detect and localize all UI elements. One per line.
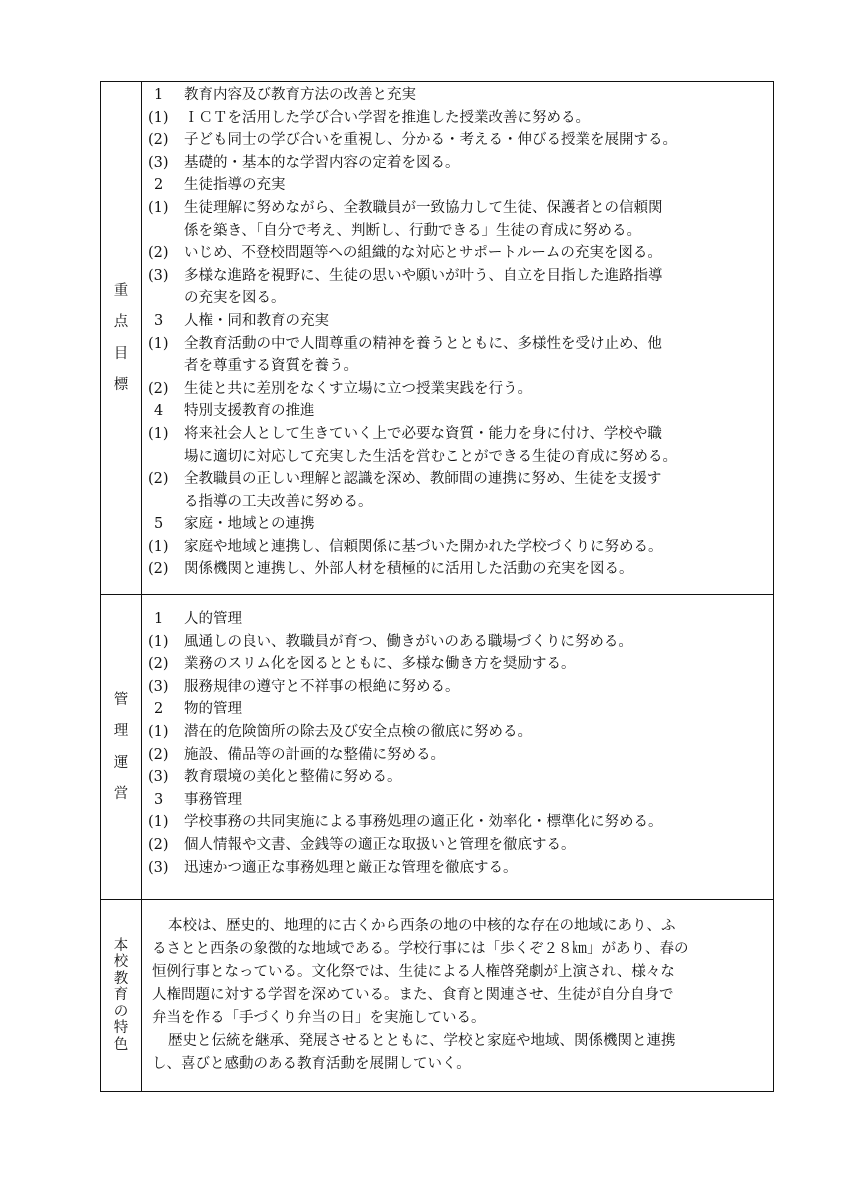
label-char: 色: [113, 1036, 129, 1053]
section-school-features: [101, 900, 773, 1091]
section-label-management: [101, 595, 142, 899]
section-priority-goals: [101, 82, 773, 595]
paragraph-line: 人権問題に対する学習を深めている。また、食育と関連させ、生徒が自分自身で: [152, 987, 674, 1003]
heading-number: 1: [154, 611, 164, 627]
heading-number: 3: [154, 791, 164, 808]
item-continuation: 者を尊重する資質を養う。: [184, 358, 358, 375]
item-number: (2): [148, 132, 169, 149]
item-number: (2): [148, 836, 169, 853]
item-continuation: の充実を図る。: [184, 290, 286, 307]
item-number: (2): [148, 380, 169, 397]
list-item: [148, 468, 769, 491]
section-content: [152, 915, 767, 1076]
heading-text: 物的管理: [184, 701, 242, 718]
paragraph-line: 本校は、歴史的、地理的に古くから西条の地の中核的な存在の地域にあり、ふ: [168, 918, 676, 934]
item-text: ＩＣＴを活用した学び合い学習を推進した授業改善に努める。: [184, 109, 590, 126]
heading-text: 生徒指導の充実: [184, 177, 286, 194]
item-text: 多様な進路を視野に、生徒の思いや願いが叶う、自立を目指した進路指導: [184, 267, 663, 284]
label-char: 特: [113, 1020, 129, 1037]
item-text: 迅速かつ適正な事務処理と厳正な管理を徹底する。: [184, 859, 518, 876]
label-char: 点: [113, 314, 129, 330]
item-text: 全教職員の正しい理解と認識を深め、教師間の連携に努め、生徒を支援す: [184, 471, 662, 488]
item-number: (3): [148, 769, 169, 786]
heading-number: 3: [154, 312, 164, 329]
list-item: [148, 152, 769, 175]
label-char: 標: [113, 377, 129, 393]
list-item: [148, 378, 769, 401]
item-number: (2): [148, 245, 169, 262]
heading-line: [154, 310, 769, 333]
heading-number: 4: [154, 403, 164, 420]
heading-number: 1: [154, 87, 164, 103]
item-text: 生徒理解に努めながら、全教職員が一致協力して生徒、保護者との信頼関: [184, 199, 663, 216]
item-number: (1): [148, 335, 169, 352]
item-number: (1): [148, 814, 169, 831]
paragraph-line: 恒例行事となっている。文化祭では、生徒による人権啓発劇が上演され、様々な: [152, 964, 675, 980]
list-item: [148, 834, 769, 857]
heading-text: 人権・同和教育の充実: [184, 312, 329, 329]
label-char: 理: [113, 723, 129, 739]
item-number: (2): [148, 471, 169, 488]
list-item: [148, 129, 769, 152]
section-content: [148, 608, 769, 879]
item-number: (2): [148, 746, 169, 763]
heading-line: [154, 84, 769, 107]
item-text: 個人情報や文書、金銭等の適正な取扱いと管理を徹底する。: [184, 836, 576, 853]
item-text: 全教育活動の中で人間尊重の精神を養うとともに、多様性を受け止め、他: [184, 335, 662, 352]
document-table: [100, 81, 774, 1092]
item-number: (3): [148, 859, 169, 876]
item-text: 服務規律の遵守と不祥事の根絶に努める。: [184, 678, 460, 695]
section-management: [101, 595, 773, 900]
list-item: [148, 333, 769, 356]
heading-number: 5: [154, 516, 164, 533]
item-number: (2): [148, 656, 169, 673]
item-text: 業務のスリム化を図るとともに、多様な働き方を奨励する。: [184, 656, 576, 673]
heading-line: [154, 400, 769, 423]
item-number: (1): [148, 425, 169, 442]
label-char: の: [113, 1003, 129, 1020]
list-item: [148, 653, 769, 676]
heading-line: [154, 698, 769, 721]
label-char: 重: [113, 282, 129, 299]
item-text: 基礎的・基本的な学習内容の定着を図る。: [184, 154, 460, 171]
item-continuation: る指導の工夫改善に努める。: [184, 493, 373, 510]
list-item: [148, 721, 769, 744]
item-text: 潜在的危険箇所の除去及び安全点検の徹底に努める。: [184, 723, 532, 740]
label-char: 本: [113, 937, 129, 954]
heading-line: [154, 789, 769, 812]
item-number: (1): [148, 538, 169, 555]
heading-line: [154, 174, 769, 197]
list-item: [148, 744, 769, 767]
item-text: 家庭や地域と連携し、信頼関係に基づいた開かれた学校づくりに努める。: [184, 538, 663, 555]
heading-line: [154, 513, 769, 536]
item-text: いじめ、不登校問題等への組織的な対応とサポートルームの充実を図る。: [184, 245, 662, 262]
heading-line: [154, 608, 769, 631]
heading-text: 人的管理: [184, 611, 242, 627]
list-item: [148, 766, 769, 789]
item-text: 子ども同士の学び合いを重視し、分かる・考える・伸びる授業を展開する。: [184, 132, 677, 149]
list-item: [148, 676, 769, 699]
heading-text: 事務管理: [184, 791, 242, 808]
paragraph-line: 歴史と伝統を継承、発展させるとともに、学校と家庭や地域、関係機関と連携: [168, 1033, 676, 1049]
item-number: (1): [148, 723, 169, 740]
list-item: [148, 857, 769, 880]
list-item: [148, 242, 769, 265]
item-text: 施設、備品等の計画的な整備に努める。: [184, 746, 445, 763]
label-char: 営: [113, 786, 129, 802]
label-char: 校: [113, 954, 129, 971]
section-content: [148, 84, 769, 581]
item-number: (2): [148, 561, 169, 578]
item-number: (3): [148, 154, 169, 171]
list-item: [148, 265, 769, 288]
heading-text: 教育内容及び教育方法の改善と充実: [184, 87, 416, 103]
item-text: 教育環境の美化と整備に努める。: [184, 769, 402, 786]
paragraph-line: るさとと西条の象徴的な地域である。学校行事には「歩くぞ２８㎞」があり、春の: [152, 941, 689, 957]
item-text: 将来社会人として生きていく上で必要な資質・能力を身に付け、学校や職: [184, 425, 662, 442]
item-text: 関係機関と連携し、外部人材を積極的に活用した活動の充実を図る。: [184, 561, 634, 578]
list-item: [148, 558, 769, 581]
item-continuation: 場に適切に対応して充実した生活を営むことができる生徒の育成に努める。: [184, 448, 677, 465]
list-item: [148, 197, 769, 220]
label-char: 管: [113, 691, 129, 708]
label-char: 運: [113, 754, 129, 771]
item-number: (1): [148, 633, 169, 650]
list-item: [148, 631, 769, 654]
label-char: 教: [113, 970, 129, 987]
item-continuation: 係を築き、「自分で考え、判断し、行動できる」生徒の育成に努める。: [184, 222, 642, 239]
section-label-school-features: [101, 900, 142, 1091]
paragraph-line: 弁当を作る「手づくり弁当の日」を実施している。: [152, 1010, 486, 1026]
list-item: [148, 536, 769, 559]
heading-text: 特別支援教育の推進: [184, 403, 315, 420]
list-item: [148, 423, 769, 446]
heading-text: 家庭・地域との連携: [184, 516, 315, 533]
item-number: (3): [148, 678, 169, 695]
item-number: (1): [148, 199, 169, 216]
item-text: 生徒と共に差別をなくす立場に立つ授業実践を行う。: [184, 380, 532, 397]
label-char: 育: [113, 987, 129, 1004]
label-char: 目: [113, 345, 129, 362]
heading-number: 2: [154, 177, 164, 194]
item-number: (1): [148, 109, 169, 126]
list-item: [148, 811, 769, 834]
item-text: 風通しの良い、教職員が育つ、働きがいのある職場づくりに努める。: [184, 633, 633, 650]
list-item: [148, 107, 769, 130]
section-label-priority-goals: [101, 82, 142, 594]
paragraph-line: し、喜びと感動のある教育活動を展開していく。: [152, 1056, 471, 1072]
item-text: 学校事務の共同実施による事務処理の適正化・効率化・標準化に努める。: [184, 814, 663, 831]
heading-number: 2: [154, 701, 164, 718]
item-number: (3): [148, 267, 169, 284]
